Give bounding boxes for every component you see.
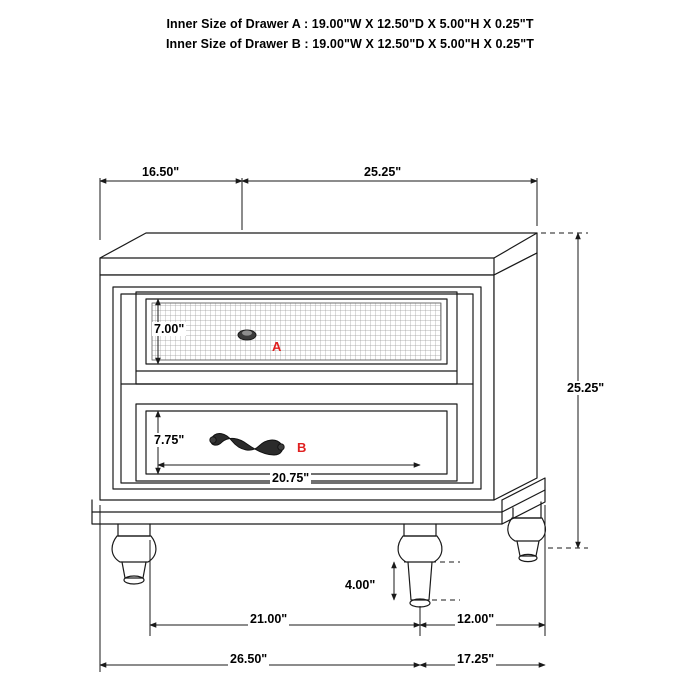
dim-drawer-a-height: 7.00" bbox=[154, 322, 185, 336]
dim-bottom-outer-left: 26.50" bbox=[230, 652, 268, 666]
dim-bottom-inner-right: 12.00" bbox=[457, 612, 495, 626]
dim-bottom-inner-left: 21.00" bbox=[250, 612, 288, 626]
dim-bottom-outer-right: 17.25" bbox=[457, 652, 495, 666]
dim-drawer-b-width: 20.75" bbox=[272, 471, 310, 485]
marker-drawer-a: A bbox=[272, 339, 282, 354]
marker-drawer-b: B bbox=[297, 440, 307, 455]
dim-drawer-b-height: 7.75" bbox=[154, 433, 185, 447]
dim-right-height: 25.25" bbox=[567, 381, 605, 395]
dim-top-right: 25.25" bbox=[364, 165, 402, 179]
header-line-1: Inner Size of Drawer A : 19.00"W X 12.50"D X 5.00"H X 0.25"T bbox=[166, 17, 534, 31]
dim-leg-height: 4.00" bbox=[345, 578, 376, 592]
drawer-knob-icon bbox=[238, 330, 256, 340]
dim-top-left: 16.50" bbox=[142, 165, 180, 179]
header-line-2: Inner Size of Drawer B : 19.00"W X 12.50"D X 5.00"H X 0.25"T bbox=[165, 37, 535, 51]
